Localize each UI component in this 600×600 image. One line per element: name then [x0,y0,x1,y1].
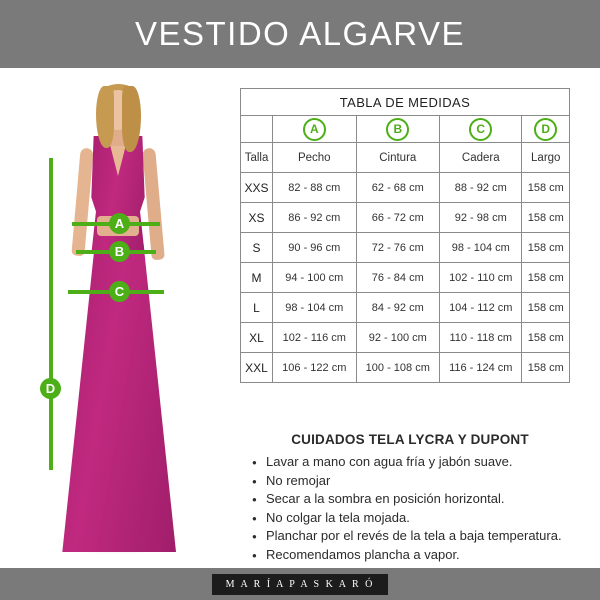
badge-cell-c [440,116,522,143]
measure-badge-b: B [109,241,130,262]
badge-cell-a [273,116,357,143]
cell-cadera: 102 - 110 cm [440,263,522,293]
product-photo [0,68,232,568]
cell-talla: XS [241,203,273,233]
cell-pecho: 98 - 104 cm [273,293,357,323]
cell-cintura: 72 - 76 cm [356,233,440,263]
list-item: ● Planchar por el revés de la tela a baja temperatura. [252,527,580,546]
cell-largo: 158 cm [522,353,570,383]
cell-pecho: 86 - 92 cm [273,203,357,233]
model-illustration [52,74,182,552]
table-row [241,173,570,203]
cell-talla: S [241,233,273,263]
badge-cell-d [522,116,570,143]
list-item: ● Recomendamos plancha a vapor. [252,546,580,565]
cell-talla: L [241,293,273,323]
care-list [240,453,580,564]
size-table-wrapper [240,88,570,383]
cell-pecho: 90 - 96 cm [273,233,357,263]
column-header-largo: Largo [522,143,570,173]
size-table [240,88,570,383]
cell-largo: 158 cm [522,323,570,353]
cell-pecho: 106 - 122 cm [273,353,357,383]
badge-c-wrap [440,118,521,141]
model-right-arm [142,148,165,261]
list-item: ● Secar a la sombra en posición horizontal. [252,490,580,509]
measure-line-length [49,158,53,470]
cell-cadera: 116 - 124 cm [440,353,522,383]
size-table-title: TABLA DE MEDIDAS [241,89,570,116]
cell-talla: XXL [241,353,273,383]
column-header-pecho: Pecho [273,143,357,173]
brand-logo: M A R Í A P A S K A R Ó [212,574,389,595]
table-row [241,233,570,263]
table-badge-row [241,116,570,143]
cell-cintura: 66 - 72 cm [356,203,440,233]
list-item: ● No remojar [252,472,580,491]
table-row [241,293,570,323]
cell-talla: M [241,263,273,293]
model-hair-left [96,86,114,148]
badge-cell-empty [241,116,273,143]
badge-a-icon: A [303,118,326,141]
column-header-cintura: Cintura [356,143,440,173]
cell-largo: 158 cm [522,263,570,293]
table-title-row [241,89,570,116]
cell-largo: 158 cm [522,233,570,263]
list-item: ● No colgar la tela mojada. [252,509,580,528]
cell-largo: 158 cm [522,173,570,203]
badge-c-icon: C [469,118,492,141]
badge-d-icon: D [534,118,557,141]
table-row [241,353,570,383]
cell-cadera: 110 - 118 cm [440,323,522,353]
cell-cadera: 104 - 112 cm [440,293,522,323]
cell-pecho: 102 - 116 cm [273,323,357,353]
cell-largo: 158 cm [522,293,570,323]
cell-talla: XL [241,323,273,353]
measure-badge-c: C [109,281,130,302]
page-title: VESTIDO ALGARVE [134,15,465,52]
cell-cintura: 62 - 68 cm [356,173,440,203]
table-header-row [241,143,570,173]
badge-d-wrap [522,118,569,141]
cell-pecho: 94 - 100 cm [273,263,357,293]
cell-talla: XXS [241,173,273,203]
measure-badge-d: D [40,378,61,399]
badge-cell-b [356,116,440,143]
badge-a-wrap [273,118,356,141]
model-left-arm [71,148,93,257]
column-header-cadera: Cadera [440,143,522,173]
care-title: CUIDADOS TELA LYCRA Y DUPONT [291,432,529,447]
list-item: ● Lavar a mano con agua fría y jabón suave. [252,453,580,472]
page-header [0,0,600,68]
cell-cintura: 84 - 92 cm [356,293,440,323]
cell-cadera: 92 - 98 cm [440,203,522,233]
table-row [241,323,570,353]
cell-cintura: 100 - 108 cm [356,353,440,383]
cell-largo: 158 cm [522,203,570,233]
measure-badge-a: A [109,213,130,234]
cell-cintura: 92 - 100 cm [356,323,440,353]
badge-b-wrap [357,118,440,141]
cell-cadera: 98 - 104 cm [440,233,522,263]
care-instructions [240,432,580,564]
badge-b-icon: B [386,118,409,141]
column-header-talla: Talla [241,143,273,173]
cell-cadera: 88 - 92 cm [440,173,522,203]
page-footer [0,568,600,600]
cell-cintura: 76 - 84 cm [356,263,440,293]
table-row [241,203,570,233]
cell-pecho: 82 - 88 cm [273,173,357,203]
table-row [241,263,570,293]
